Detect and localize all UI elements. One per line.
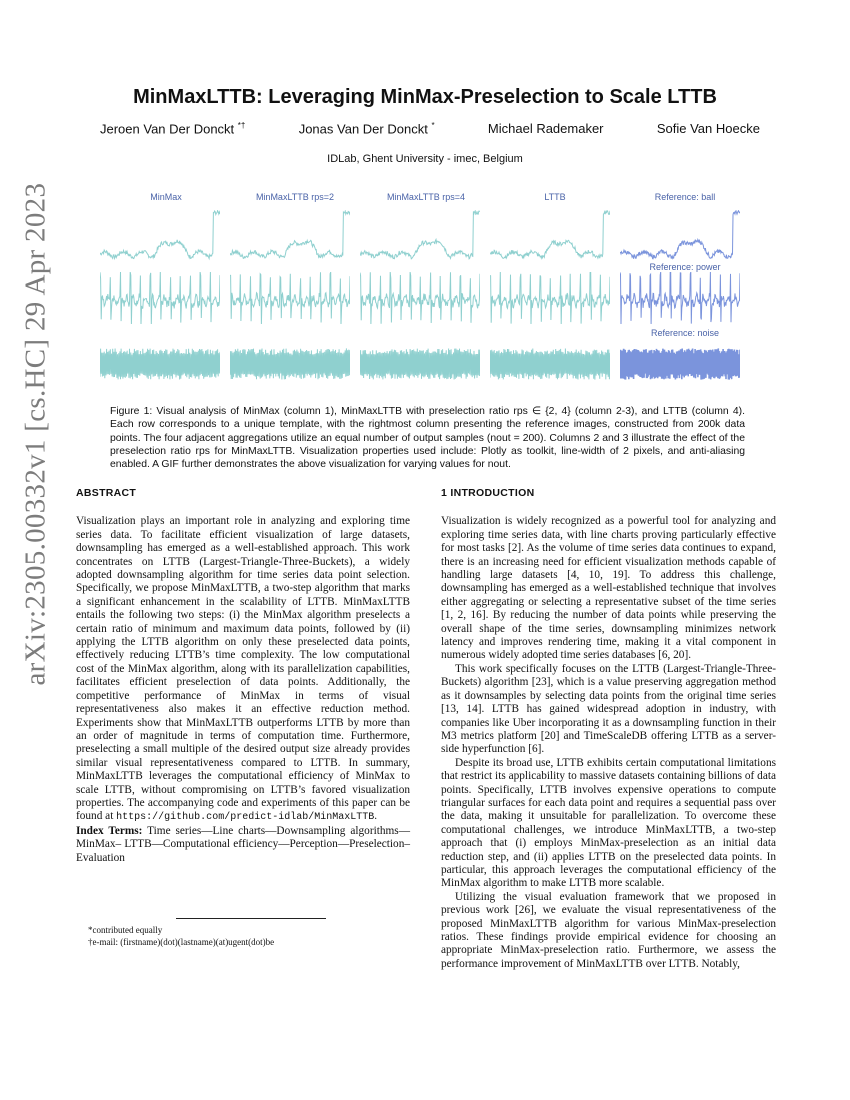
- column-title-minmaxlttb-4: MinMaxLTTB rps=4: [386, 192, 466, 202]
- waveform-thumbnail: [620, 210, 740, 262]
- waveform-line: [620, 272, 740, 324]
- waveform-thumbnail: [490, 210, 610, 262]
- column-title-minmax: MinMax: [150, 192, 182, 202]
- abstract-text: Visualization plays an important role in analyzing and exploring time series data. To facilitate efficient visualization of large datasets, downsampling has emerged as a well-established approach. This work concentrates on LTTB (Largest-Triangle-Three-Buckets), a widely adopted downsampling algorithm for time series data point selection. Specifically, we propose MinMaxLTTB, a two-step algorithm that marks a significant enhancement in the scalability of LTTB. MinMaxLTTB entails the following two steps: (i) the MinMax algorithm preselects a certain ratio of minimum and maximum data points, followed by (ii) applying the LTTB algorithm on only these preselected data points, effectively reducing LTTB’s time complexity. The low computational cost of the MinMax algorithm, along with its parallelization capabilities, facilitates efficient preselection of data points. Additionally, the competitive performance of MinMax in terms of visual representativeness also makes it an effective reduction method. Experiments show that MinMaxLTTB outperforms LTTB by more than an order of magnitude in terms of computation time. Furthermore, preselecting a small multiple of the desired output size already provides similar visual representativeness compared to LTTB. In summary, MinMaxLTTB leverages the computational efficiency of MinMax to scale LTTB, without compromising on LTTB’s favored visualization properties. The accompanying code and experiments of this paper can be found at https://github.com/predict-idlab/MinMaxLTTB.: [76, 515, 410, 824]
- waveform-line: [360, 349, 480, 380]
- author: Jeroen Van Der Donckt *†: [100, 121, 246, 137]
- abstract-column: [76, 487, 410, 865]
- footnote-rule: [176, 918, 326, 919]
- waveform-thumbnail: [620, 272, 740, 324]
- waveform-thumbnail: [490, 272, 610, 324]
- figure-1: [100, 188, 750, 388]
- affiliation: IDLab, Ghent University - imec, Belgium: [327, 153, 523, 165]
- column-title-minmaxlttb-2: MinMaxLTTB rps=2: [255, 192, 335, 202]
- author: Michael Rademaker: [487, 121, 604, 136]
- waveform-line: [100, 211, 220, 259]
- waveform-line: [490, 272, 610, 324]
- reference-label-power: Reference: power: [649, 262, 721, 272]
- abstract-heading: ABSTRACT: [76, 487, 137, 499]
- code-url[interactable]: https://github.com/predict-idlab/MinMaxLTTB: [116, 812, 375, 824]
- waveform-thumbnail: [360, 338, 480, 390]
- waveform-thumbnail: [100, 210, 220, 262]
- waveform-thumbnail: [620, 338, 740, 390]
- arxiv-identifier: arXiv:2305.00332v1 [cs.HC] 29 Apr 2023: [19, 182, 52, 686]
- waveform-thumbnail: [230, 338, 350, 390]
- author-list: [100, 121, 760, 136]
- column-title-lttb: LTTB: [544, 192, 566, 202]
- waveform-line: [230, 272, 350, 324]
- intro-paragraph: Utilizing the visual evaluation framework that we proposed in previous work [26], we evaluate the visual representativeness of the proposed MinMaxLTTB algorithm for various MinMax-preselection ratios. These findings provide empirical evidence for choosing an appropriate MinMax-preselection ratio. Furthermore, we assess the performance improvement of MinMaxLTTB over LTTB. Notably,: [441, 890, 776, 970]
- waveform-thumbnail: [100, 338, 220, 390]
- waveform-line: [100, 349, 220, 380]
- intro-paragraph: This work specifically focuses on the LTTB (Largest-Triangle-Three-Buckets) algorithm [23], which is a value preserving aggregation method as it downsamples by selecting data points from the original time series [13, 14]. LTTB has gained widespread adoption in industry, with companies like Uber incorporating it as a downsampling function in their M3 metrics platform [20] and TimeScaleDB offering LTTB as a server-side hyperfunction [6].: [441, 662, 776, 756]
- waveform-thumbnail: [360, 272, 480, 324]
- author: Sofie Van Hoecke: [656, 121, 760, 136]
- waveform-thumbnail: [230, 272, 350, 324]
- waveform-line: [360, 211, 480, 259]
- column-title-reference-ball: Reference: ball: [654, 192, 716, 202]
- arxiv-identifier-margin: [16, 182, 56, 689]
- waveform-line: [360, 272, 480, 324]
- waveform-line: [230, 211, 350, 258]
- intro-paragraph: Visualization is widely recognized as a powerful tool for analyzing and exploring time series data, with line charts proving particularly effective for most tasks [2]. As the volume of time series data continues to expand, there is an increasing need for efficient visualization methods capable of handling large datasets [4, 10, 19]. To address this challenge, downsampling has emerged as a well-established technique that involves either aggregating or selecting a representative subset of the time series [1, 2, 16]. By reducing the number of data points while preserving the overall shape of the time series, downsampling minimizes network latency and improves rendering time, making it a vital component in numerous widely adopted time series databases [6, 20].: [441, 515, 776, 662]
- index-terms: Index Terms: Time series—Line charts—Downsampling algorithms—MinMax– LTTB—Computational efficiency—Perception—Preselection– Evaluation: [76, 824, 410, 864]
- intro-paragraph: Despite its broad use, LTTB exhibits certain computational limitations that restrict its applicability to massive datasets containing billions of data points. Specifically, LTTB involves expensive operations to compute triangular surfaces for each data point and requires a sequential pass over the data, making it unsuitable for parallelization. To overcome these computational challenges, we introduce MinMaxLTTB, a two-step approach that (i) employs MinMax-preselection as an initial data reduction step, and (ii) applies LTTB on the preselected data points. In particular, this approach leverages the computational efficiency of the MinMax algorithm to make LTTB more scalable.: [441, 756, 776, 890]
- waveform-line: [100, 272, 220, 324]
- paper-title: MinMaxLTTB: Leveraging MinMax-Preselection to Scale LTTB: [133, 86, 717, 108]
- waveform-line: [490, 211, 610, 259]
- waveform-line: [620, 211, 740, 259]
- footnote: †e-mail: (firstname)(dot)(lastname)(at)ugent(dot)be: [88, 937, 275, 947]
- waveform-line: [490, 349, 610, 380]
- figure-caption: Figure 1: Visual analysis of MinMax (column 1), MinMaxLTTB with preselection ratio rps ∈ {2, 4} (column 2-3), and LTTB (column 4). Each row corresponds to a unique template, with the rightmost column presenting the reference images, constructed from 200k data points. The four adjacent aggregations utilize an equal number of output samples (nout = 200). Columns 2 and 3 illustrate the effect of the preselection ratio rps for MinMaxLTTB. Visualization properties used include: Plotly as toolkit, line-width of 2 pixels, and anti-aliasing enabled. A GIF further demonstrates the above visualization for varying values for nout.: [110, 406, 745, 471]
- introduction-heading: 1 INTRODUCTION: [441, 487, 535, 499]
- waveform-thumbnail: [360, 210, 480, 262]
- waveform-thumbnail: [100, 272, 220, 324]
- waveform-line: [230, 348, 350, 379]
- waveform-thumbnail: [490, 338, 610, 390]
- footnote: *contributed equally: [88, 925, 163, 935]
- footnotes: [88, 924, 418, 948]
- introduction-column: [441, 487, 776, 971]
- waveform-thumbnail: [230, 210, 350, 262]
- author: Jonas Van Der Donckt *: [298, 121, 435, 137]
- waveform-line: [620, 348, 740, 379]
- reference-label-noise: Reference: noise: [650, 328, 720, 338]
